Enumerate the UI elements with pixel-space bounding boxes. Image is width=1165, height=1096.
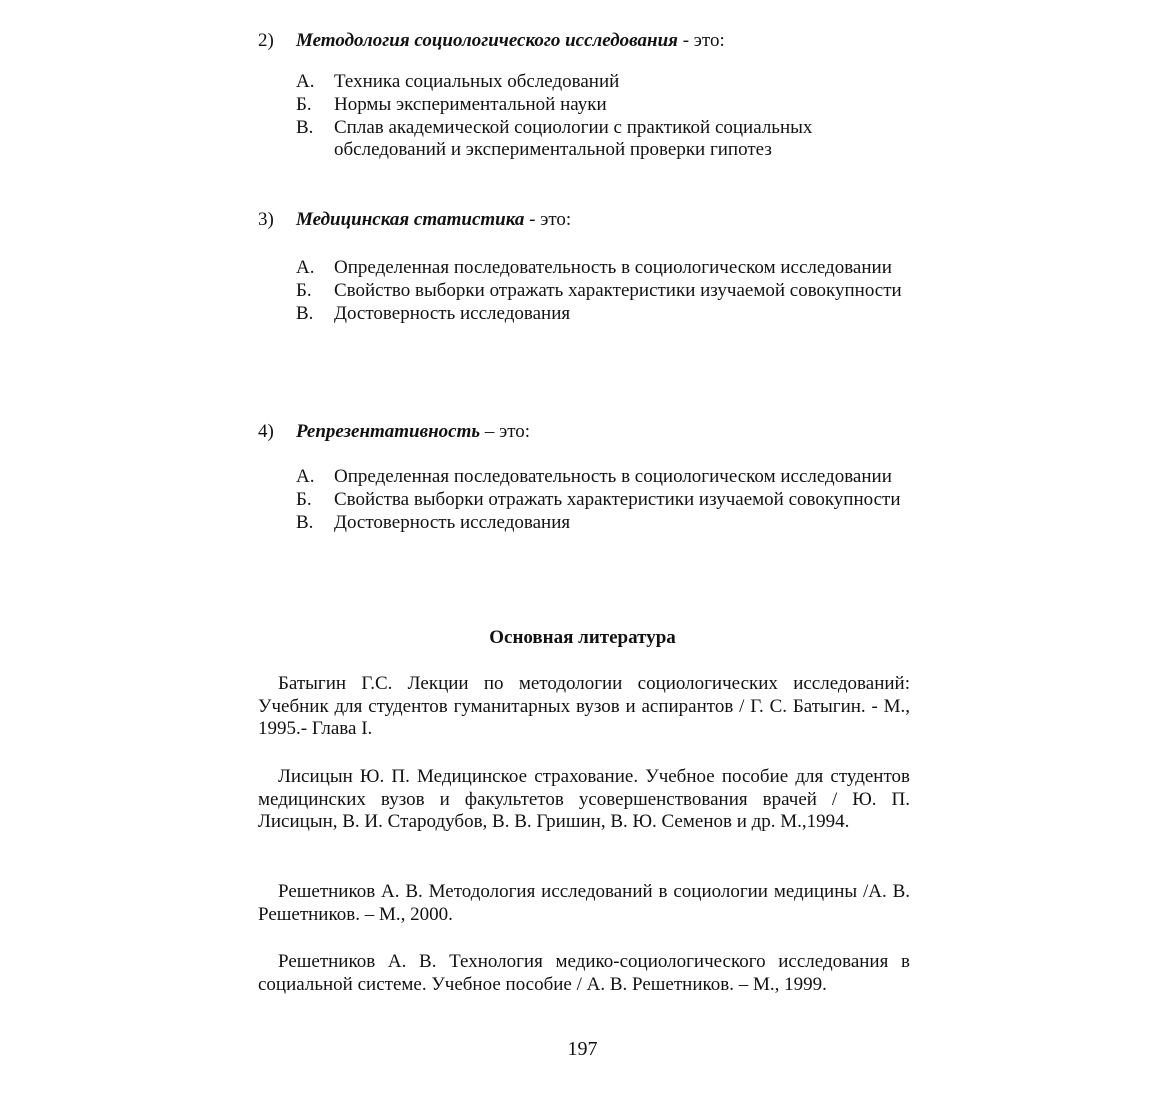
question-3: [258, 209, 571, 231]
literature-heading: Основная литература: [489, 627, 676, 648]
question-suffix: - это:: [524, 209, 572, 230]
option-letter: А.: [296, 257, 315, 278]
question-number: 3): [258, 209, 274, 230]
question-4-options: [296, 466, 916, 535]
option: [296, 71, 916, 93]
option-letter: А.: [296, 466, 315, 487]
option-text: Достоверность исследования: [334, 512, 571, 533]
option-letter: Б.: [296, 280, 312, 301]
option: [296, 94, 916, 116]
option-letter: В.: [296, 117, 314, 138]
question-number: 4): [258, 421, 274, 442]
reference-item: Лисицын Ю. П. Медицинское страхование. Учебное пособие для студентов медицинских вузов и факультетов усовершенствования врачей / Ю. П. Лисицын, В. И. Стародубов, В. В. Гришин, В. Ю. Семенов и др. М.,1994.: [258, 766, 910, 832]
question-suffix: - это:: [677, 30, 725, 51]
option-text: Свойства выборки отражать характеристики изучаемой совокупности: [334, 489, 901, 510]
option-text: Определенная последовательность в социологическом исследовании: [334, 466, 892, 487]
reference-item: Решетников А. В. Технология медико-социологического исследования в социальной системе. Учебное пособие / А. В. Решетников. – М., 1999.: [258, 951, 910, 995]
reference-item: Решетников А. В. Методология исследований в социологии медицины /А. В. Решетников. – М., 2000.: [258, 881, 910, 925]
question-term: Репрезентативность: [296, 421, 481, 442]
question-term: Медицинская статистика: [296, 209, 525, 230]
option: [296, 489, 916, 511]
option: [296, 466, 916, 488]
option: [296, 512, 916, 534]
question-term: Методология социологического исследования: [296, 30, 678, 51]
option-text: Техника социальных обследований: [334, 71, 620, 92]
option-letter: Б.: [296, 94, 312, 115]
option-letter: В.: [296, 303, 314, 324]
option-text: Сплав академической социологии с практикой социальных обследований и экспериментальной проверки гипотез: [334, 117, 813, 160]
question-suffix: – это:: [480, 421, 531, 442]
question-number: 2): [258, 30, 274, 51]
question-4: [258, 421, 530, 443]
question-2-options: [296, 71, 916, 162]
reference-item: Батыгин Г.С. Лекции по методологии социологических исследований: Учебник для студентов гуманитарных вузов и аспирантов / Г. С. Батыгин. - М., 1995.- Глава I.: [258, 673, 910, 739]
option-text: Нормы экспериментальной науки: [334, 94, 607, 115]
option-letter: Б.: [296, 489, 312, 510]
option: [296, 257, 916, 279]
option-text: Достоверность исследования: [334, 303, 571, 324]
option-text: Свойство выборки отражать характеристики изучаемой совокупности: [334, 280, 902, 301]
option: [296, 117, 916, 161]
page-number: 197: [567, 1038, 598, 1060]
option: [296, 303, 916, 325]
question-2: [258, 30, 725, 52]
option-text: Определенная последовательность в социологическом исследовании: [334, 257, 892, 278]
option-letter: А.: [296, 71, 315, 92]
option-letter: В.: [296, 512, 314, 533]
question-3-options: [296, 257, 916, 326]
option: [296, 280, 916, 302]
